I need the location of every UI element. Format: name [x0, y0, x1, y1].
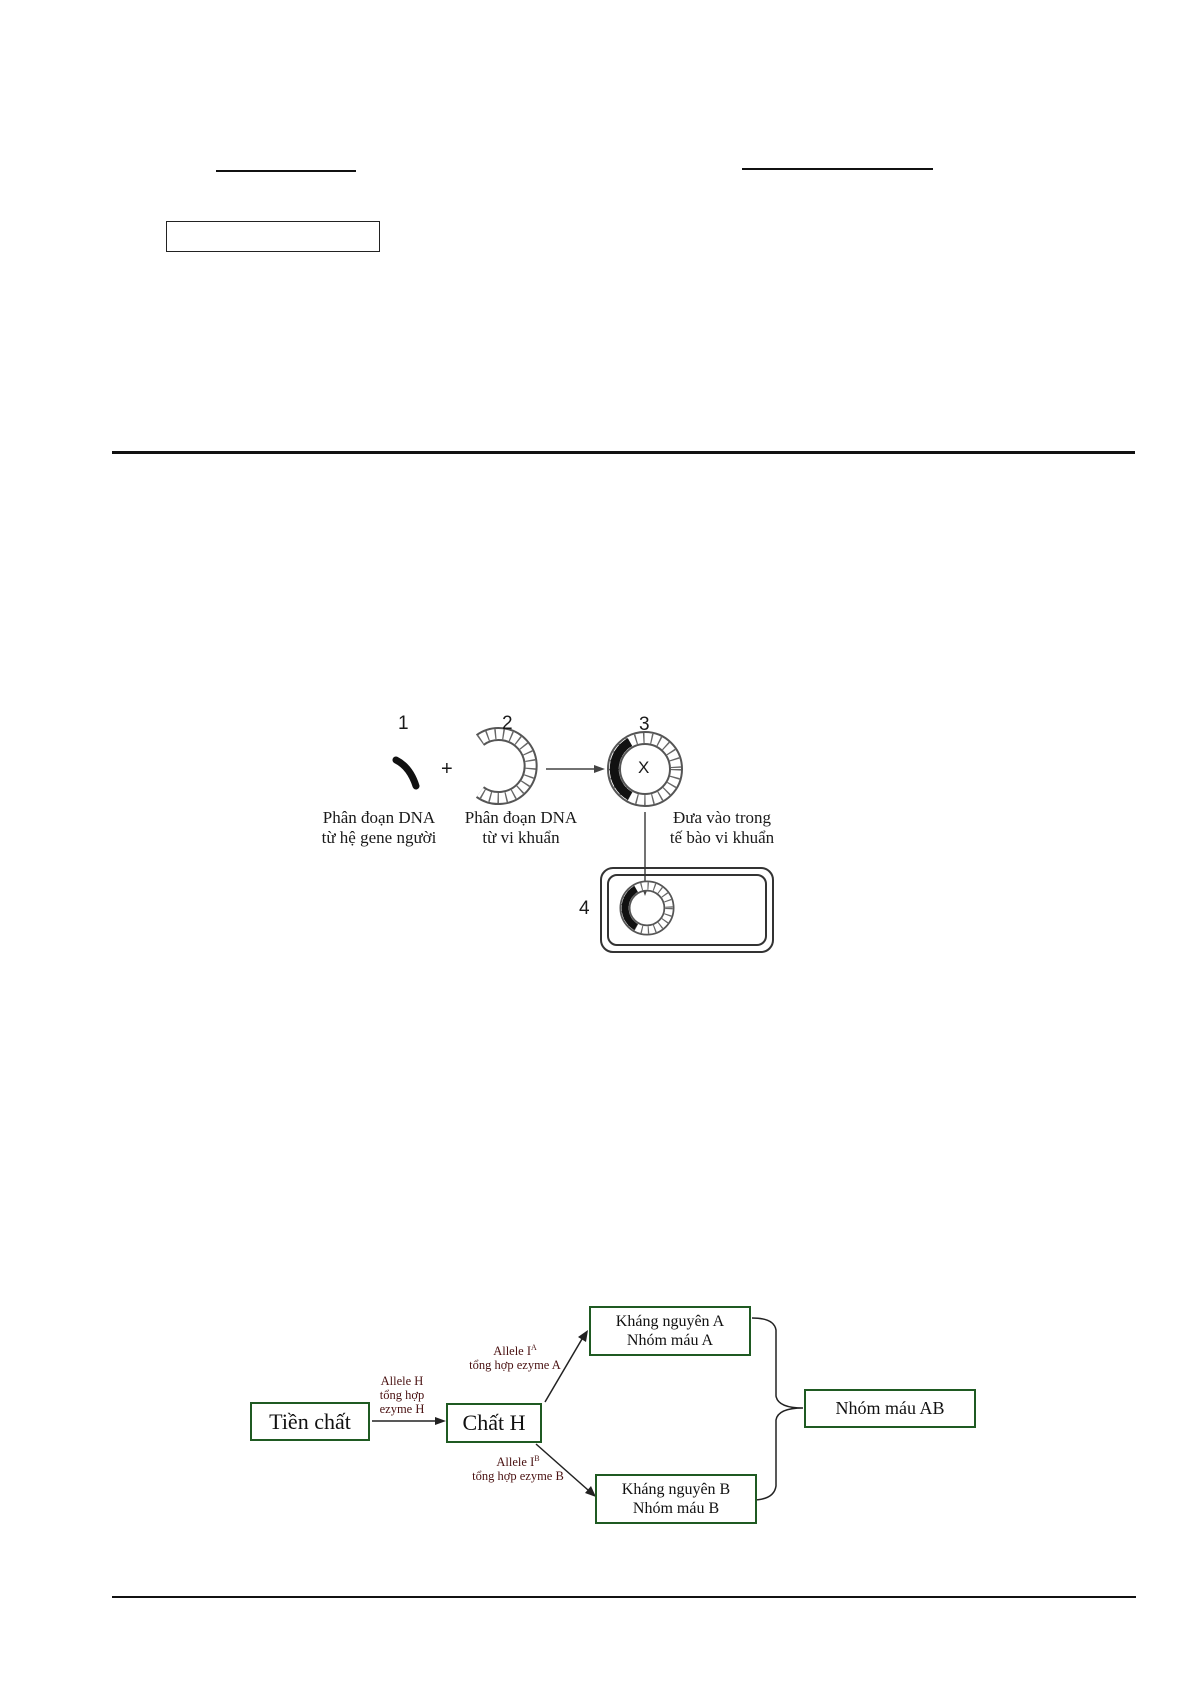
footer-divider: [112, 1596, 1136, 1598]
x-mark: X: [638, 758, 650, 777]
allele-h-label: Allele H tổng hợp ezyme H: [379, 1374, 425, 1416]
blood-group-ab-box: Nhóm máu AB: [804, 1389, 976, 1428]
allele-a-label: Allele $I^A$ tổng hợp ezyme A: [469, 1343, 561, 1373]
antigen-b-box: Kháng nguyên B Nhóm máu B: [595, 1474, 757, 1524]
label-insert-into-cell: Đưa vào trong tế bào vi khuẩn: [669, 808, 775, 847]
bracket-to-ab: [752, 1318, 803, 1500]
substance-h-box: Chất H: [446, 1403, 542, 1443]
step-number-2: 2: [502, 713, 513, 734]
step-number-3: 3: [639, 714, 650, 735]
precursor-box: Tiền chất: [250, 1402, 370, 1441]
plus-sign: +: [441, 758, 453, 780]
allele-b-label: Allele $I^B$ tổng hợp ezyme B: [472, 1454, 564, 1484]
label-bacterial-dna: Phân đoạn DNA từ vi khuẩn: [464, 808, 578, 847]
antigen-a-box: Kháng nguyên A Nhóm máu A: [589, 1306, 751, 1356]
label-human-dna: Phân đoạn DNA từ hệ gene người: [321, 808, 437, 847]
step-number-1: 1: [398, 713, 409, 734]
step-number-4: 4: [579, 898, 590, 919]
